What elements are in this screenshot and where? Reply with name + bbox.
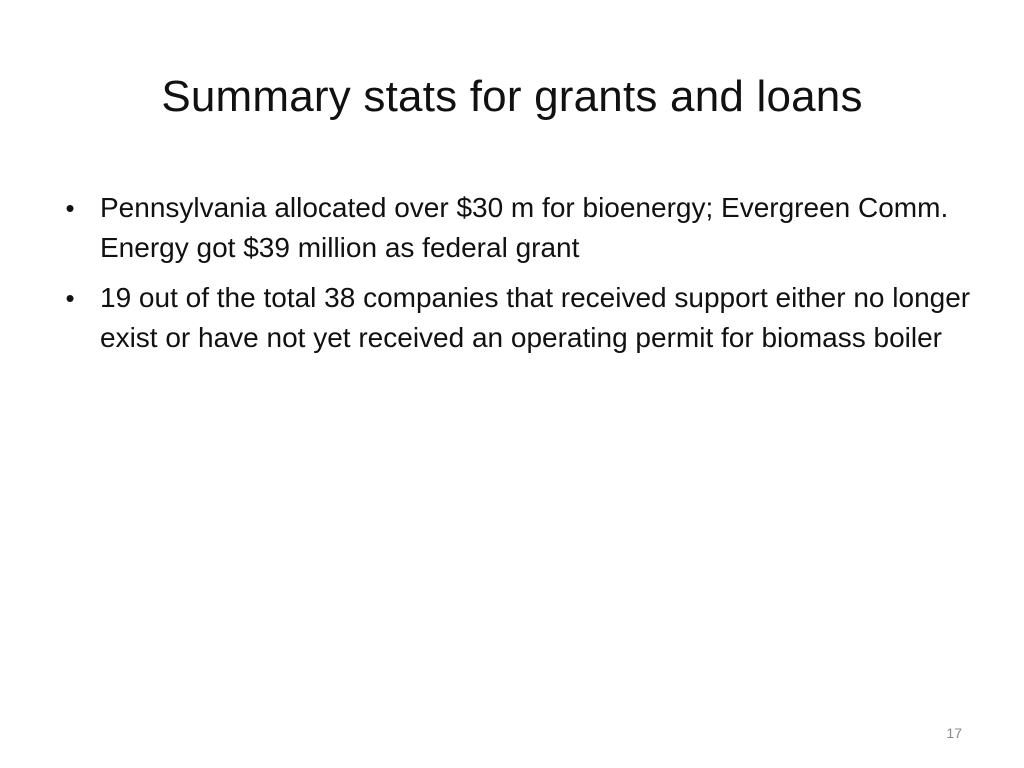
bullet-icon: •	[65, 283, 75, 313]
bullet-text: Pennsylvania allocated over $30 m for bioenergy; Evergreen Comm. Energy got $39 million as federal grant	[100, 192, 949, 263]
bullet-item	[54, 188, 974, 268]
slide-title: Summary stats for grants and loans	[161, 72, 863, 121]
page-number: 17	[946, 725, 962, 741]
bullet-text: 19 out of the total 38 companies that received support either no longer exist or have not yet received an operating permit for biomass boiler	[100, 282, 971, 353]
bullet-list	[54, 188, 974, 368]
bullet-item	[54, 278, 974, 358]
bullet-icon: •	[65, 193, 75, 223]
